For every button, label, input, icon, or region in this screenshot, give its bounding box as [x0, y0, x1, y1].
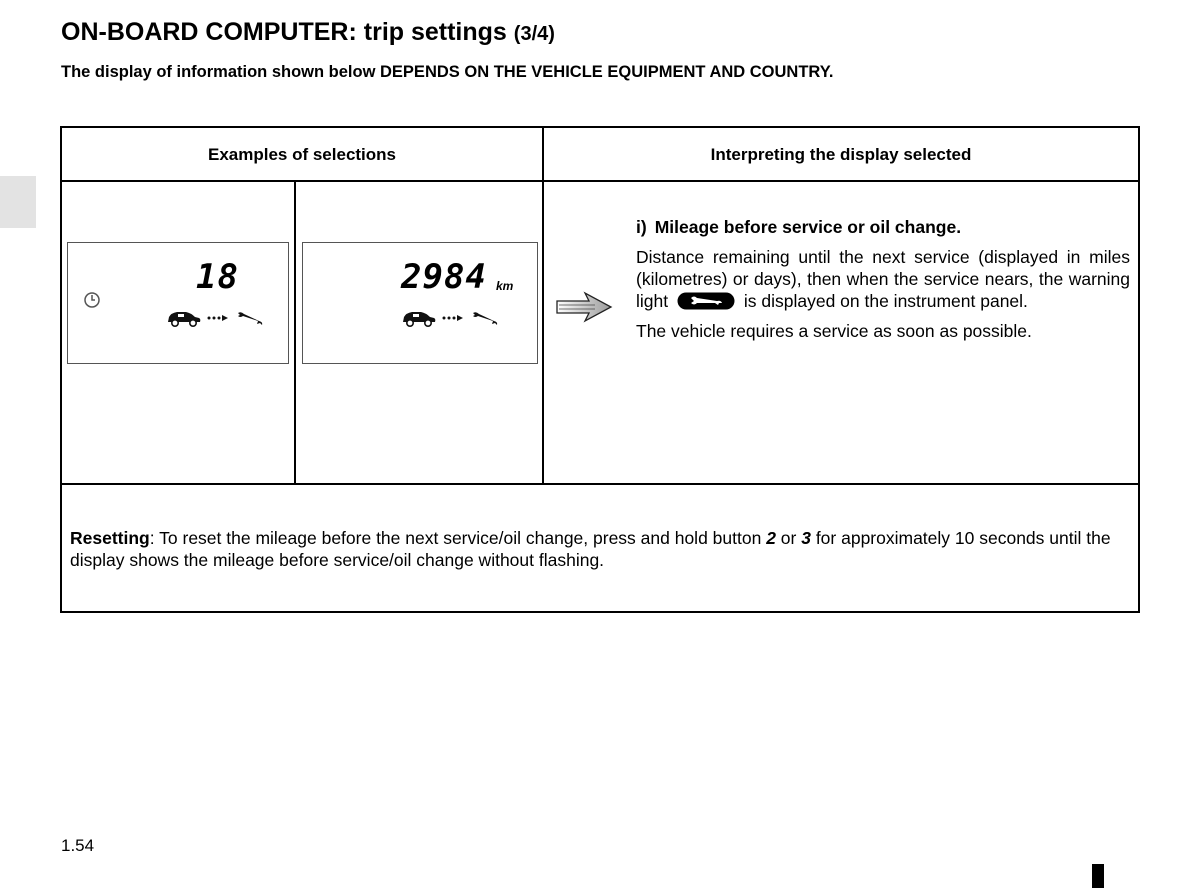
resetting-or: or: [775, 528, 802, 548]
service-warning-light-icon: [677, 292, 735, 310]
dots-arrow-icon: [441, 313, 465, 323]
resetting-row-divider: [62, 483, 1138, 485]
p1-text-after: is displayed on the instrument panel.: [743, 291, 1028, 311]
p1-text: Distance remaining until the next service (displayed in miles (kilometres) or days), then when the service nears, the warning light: [636, 247, 1130, 311]
dots-arrow-icon: [206, 313, 230, 323]
service-icons: [401, 309, 500, 327]
heading-text: Mileage before service or oil change.: [654, 217, 962, 237]
corner-mark: [1092, 864, 1104, 888]
col-header-interpreting: Interpreting the display selected: [710, 145, 972, 164]
interpretation-paragraph-2: The vehicle requires a service as soon as possible.: [636, 321, 1032, 341]
title-text: ON-BOARD COMPUTER: trip settings: [61, 18, 507, 46]
interpretation-text: [636, 216, 1130, 350]
pointer-arrow-icon: [555, 291, 613, 323]
resetting-text-1: : To reset the mileage before the next service/oil change, press and hold button: [149, 528, 767, 548]
display-example-days: [67, 242, 289, 364]
spanner-icon: [470, 310, 500, 326]
resetting-text-2: for approximately 10 seconds until the display shows the mileage before service/oil change without flashing.: [70, 528, 1111, 570]
display-example-distance: [302, 242, 538, 364]
col-header-examples: Examples of selections: [207, 145, 397, 164]
resetting-label: Resetting: [70, 528, 150, 548]
button-2-ref: 2: [766, 528, 776, 548]
car-icon: [166, 309, 202, 327]
page-number: 1.54: [61, 836, 95, 855]
page-subtitle: The display of information shown below DEPENDS ON THE VEHICLE EQUIPMENT AND COUNTRY.: [61, 63, 834, 81]
display-value: 2984: [401, 257, 487, 297]
column-divider: [542, 128, 544, 484]
button-3-ref: 3: [801, 528, 811, 548]
interpretation-paragraph-1: [636, 246, 1130, 312]
service-icons: [166, 309, 265, 327]
page-title: [61, 18, 555, 47]
display-value: 18: [196, 257, 239, 297]
car-icon: [401, 309, 437, 327]
clock-icon: [83, 291, 101, 309]
resetting-text: [70, 527, 1132, 571]
interpretation-heading: [636, 216, 1130, 238]
chapter-tab: [0, 176, 36, 228]
header-row-divider: [62, 180, 1138, 182]
spanner-icon: [235, 310, 265, 326]
display-divider: [294, 180, 296, 484]
display-unit: km: [496, 279, 514, 293]
title-part: (3/4): [513, 23, 555, 45]
item-number: i): [636, 217, 647, 237]
